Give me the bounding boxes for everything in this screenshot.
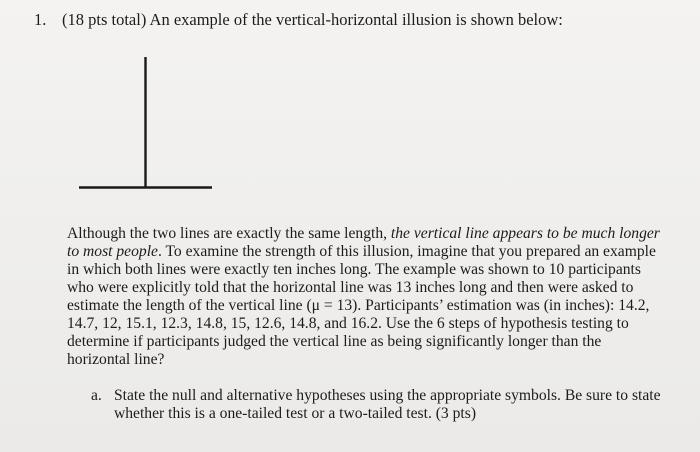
paragraph-part-1: Although the two lines are exactly the same length, xyxy=(67,225,391,242)
question-number: 1. xyxy=(34,10,47,29)
paragraph-part-2: . To examine the strength of this illusion, imagine that you prepared an example in which both lines were exactly ten inches long. The example was shown to 10 participants who were explicitly told that the horizontal line was 13 inches long and then were asked to estimate the length of the vertical line (μ = 13). Participants’ estimation was (in inches): 14.2, 14.7, 12, 15.1, 12.3, 14.8, 15, 12.6, 14.8, and 16.2. Use the 6 steps of hypothesis testing to determine if participants judged the vertical line as being significantly longer than the horizontal line? xyxy=(67,243,656,368)
question-paragraph xyxy=(67,225,667,369)
question-title: (18 pts total) An example of the vertical-horizontal illusion is shown below: xyxy=(62,10,563,29)
subquestion-marker: a. xyxy=(91,387,102,404)
paragraph-italic: the vertical line appears to be much longer to most people xyxy=(67,225,660,260)
paragraph-text xyxy=(67,225,667,369)
question-header xyxy=(34,10,563,30)
subquestion-text: State the null and alternative hypotheses using the appropriate symbols. Be sure to state whether this is a one-tailed test or a two-tailed test. (3 pts) xyxy=(114,387,661,422)
